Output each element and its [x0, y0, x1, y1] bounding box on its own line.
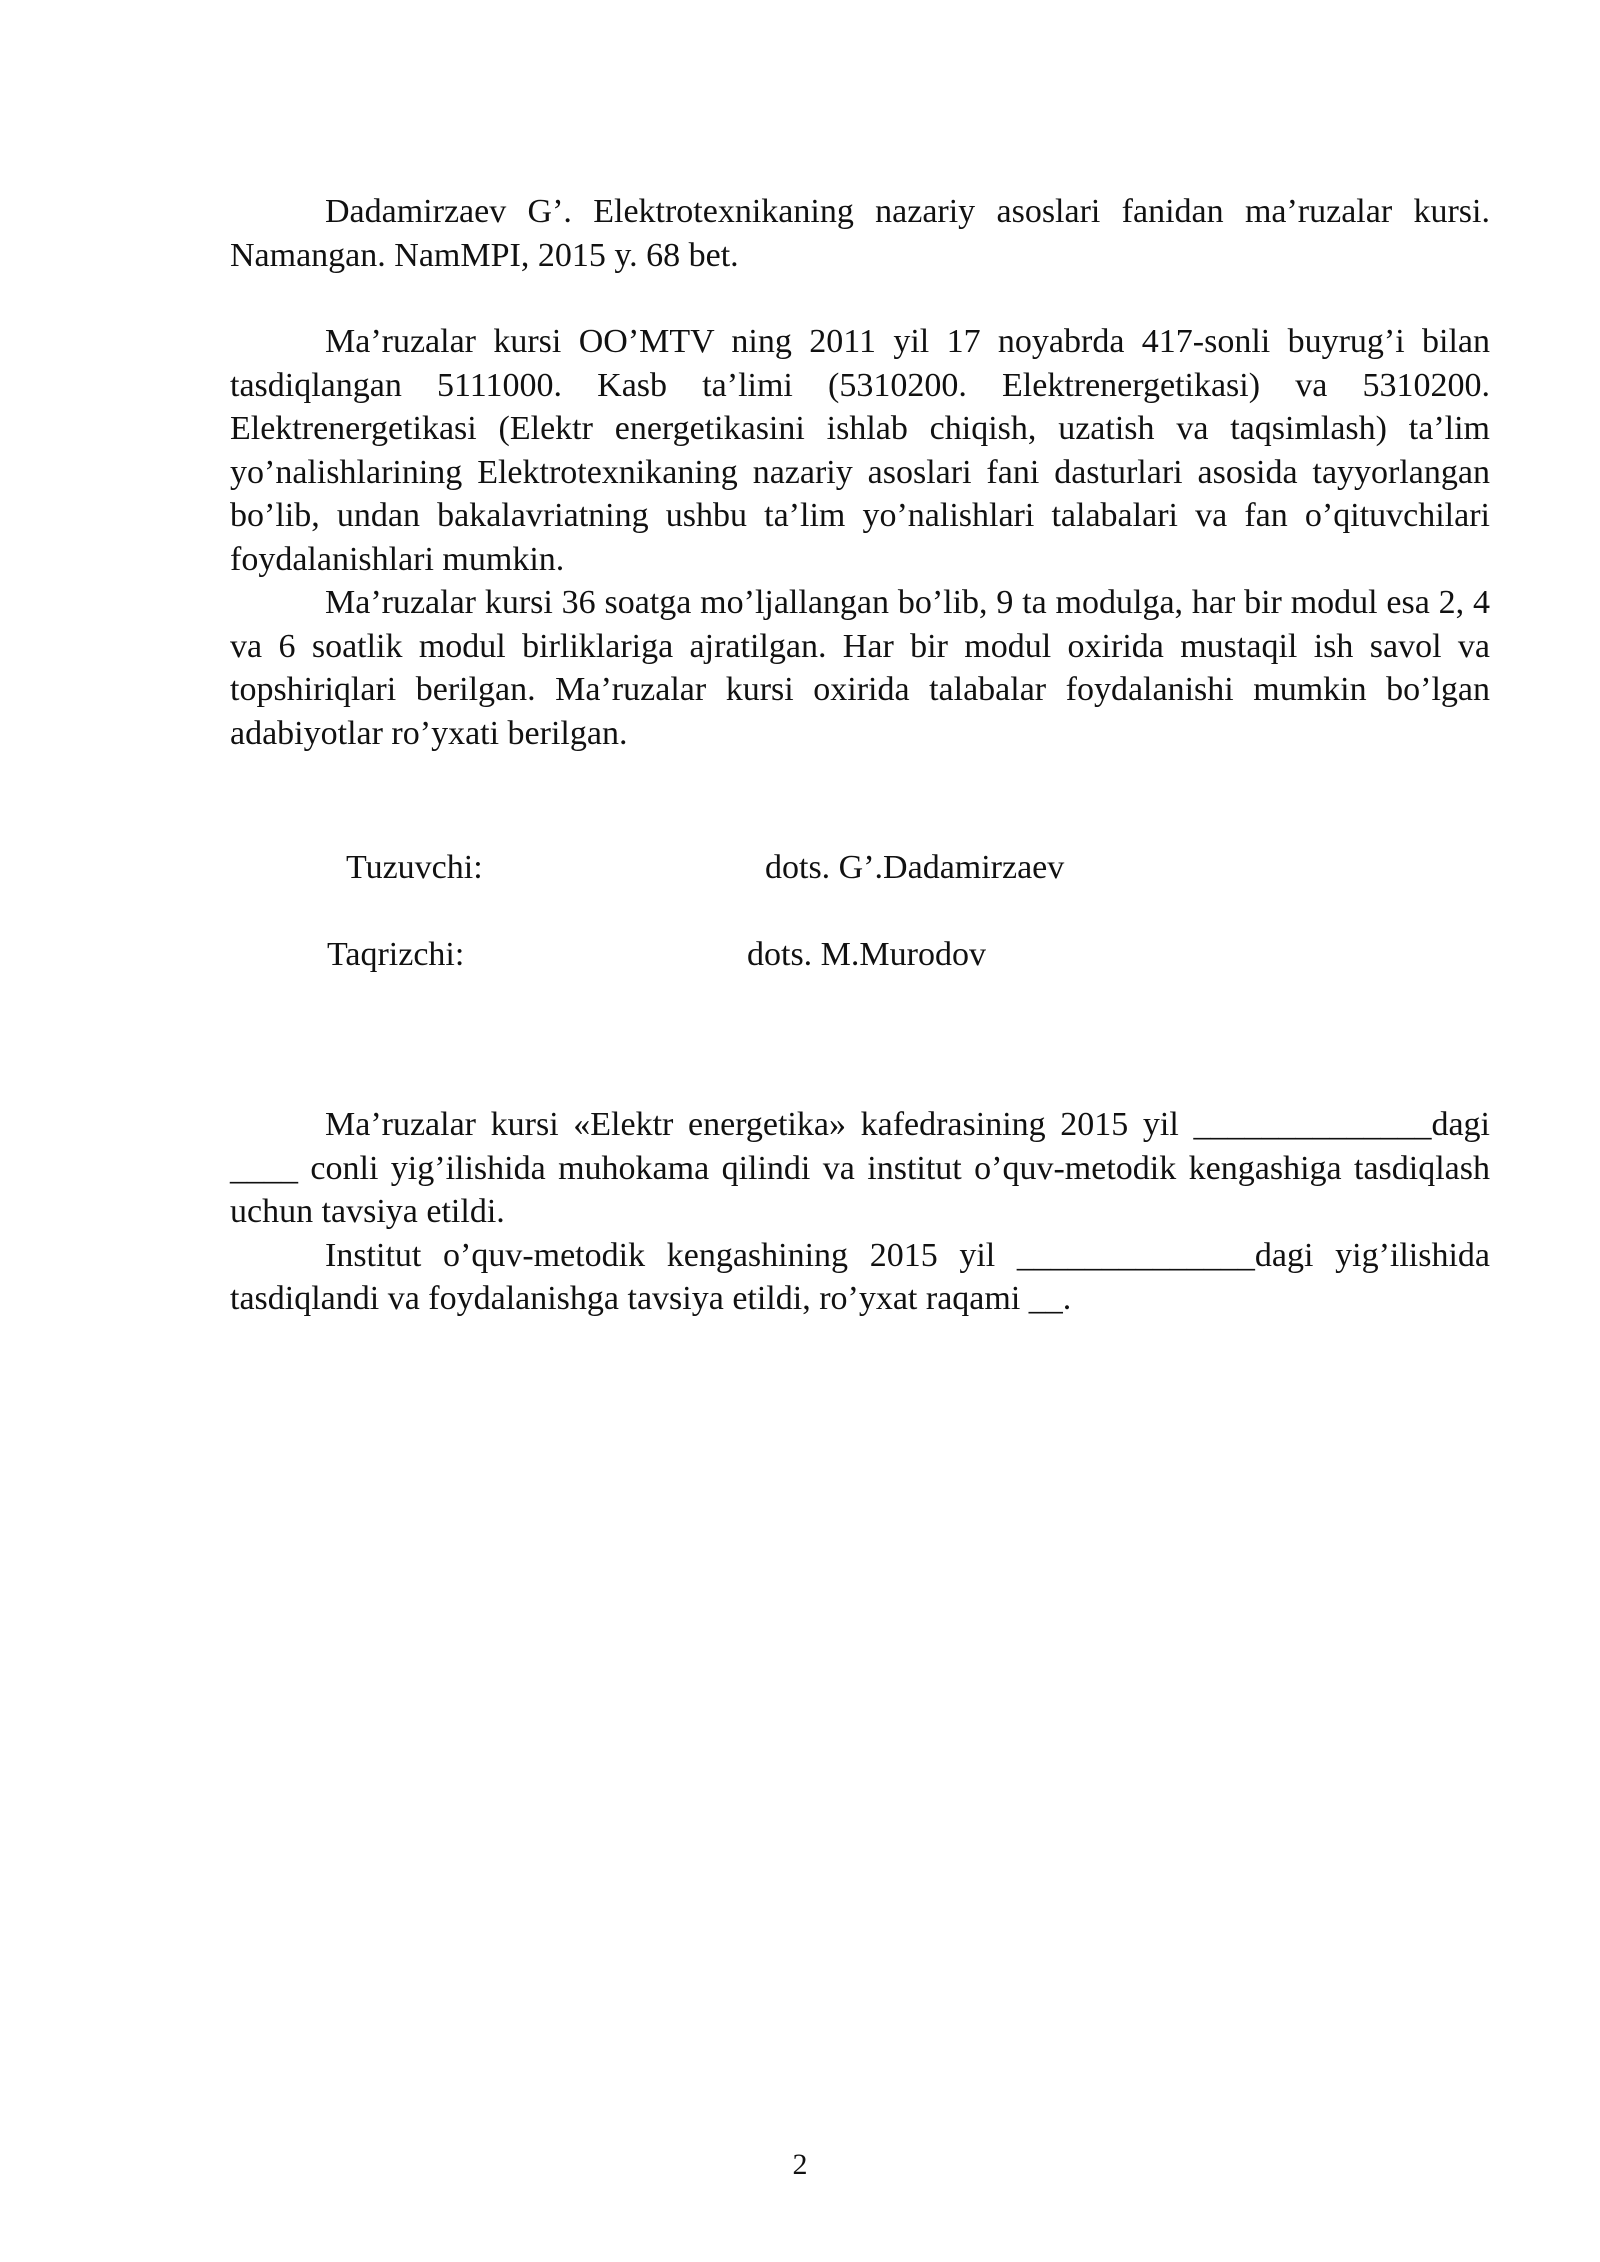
citation-paragraph: Dadamirzaev G’. Elektrotexnikaning nazariy asoslari fanidan ma’ruzalar kursi. Namangan. NamMPI, 2015 y. 68 bet. — [230, 193, 1490, 274]
page-number: 2 — [792, 2148, 808, 2181]
annotation-paragraph-2: Ma’ruzalar kursi 36 soatga mo’ljallangan bo’lib, 9 ta modulga, har bir modul esa 2, 4 va 6 soatlik modul birliklariga ajratilgan. Har bir modul oxirida mustaqil ish savol va topshiriqlari berilgan. Ma’ruzalar kursi oxirida talabalar foydalanishi mumkin bo’lgan adabiyotlar ro’yxati berilgan. — [230, 584, 1490, 752]
annotation-paragraph-1: Ma’ruzalar kursi OO’MTV ning 2011 yil 17 noyabrda 417-sonli buyrug’i bilan tasdiqlangan 5111000. Kasb ta’limi (5310200. Elektrenergetikasi) va 5310200. Elektrenergetikasi (Elektr energetikasini ishlab chiqish, uzatish va taqsimlash) ta’lim yo’nalishlarining Elektrotexnikaning nazariy asoslari fani dasturlari asosida tayyorlangan bo’lib, undan bakalavriatning ushbu ta’lim yo’nalishlari talabalari va fan o’qituvchilari foydalanishlari mumkin. — [230, 323, 1490, 578]
compiler-name: dots. G’.Dadamirzaev — [765, 849, 1065, 886]
reviewer-name: dots. M.Murodov — [747, 936, 986, 973]
bibliographic-citation — [230, 190, 1490, 277]
reviewer-label: Taqrizchi: — [327, 936, 465, 973]
annotation-section — [230, 320, 1490, 755]
approval-section — [230, 1103, 1490, 1321]
compiler-label: Tuzuvchi: — [346, 849, 483, 886]
approval-paragraph-2: Institut o’quv-metodik kengashining 2015 yil ______________dagi yig’ilishida tasdiqlandi va foydalanishga tavsiya etildi, ro’yxat raqami __. — [230, 1236, 1490, 1317]
approval-paragraph-1: Ma’ruzalar kursi «Elektr energetika» kafedrasining 2015 yil ______________dagi ____ conli yig’ilishida muhokama qilindi va institut o’quv-metodik kengashiga tasdiqlash uchun tavsiya etildi. — [230, 1106, 1490, 1230]
